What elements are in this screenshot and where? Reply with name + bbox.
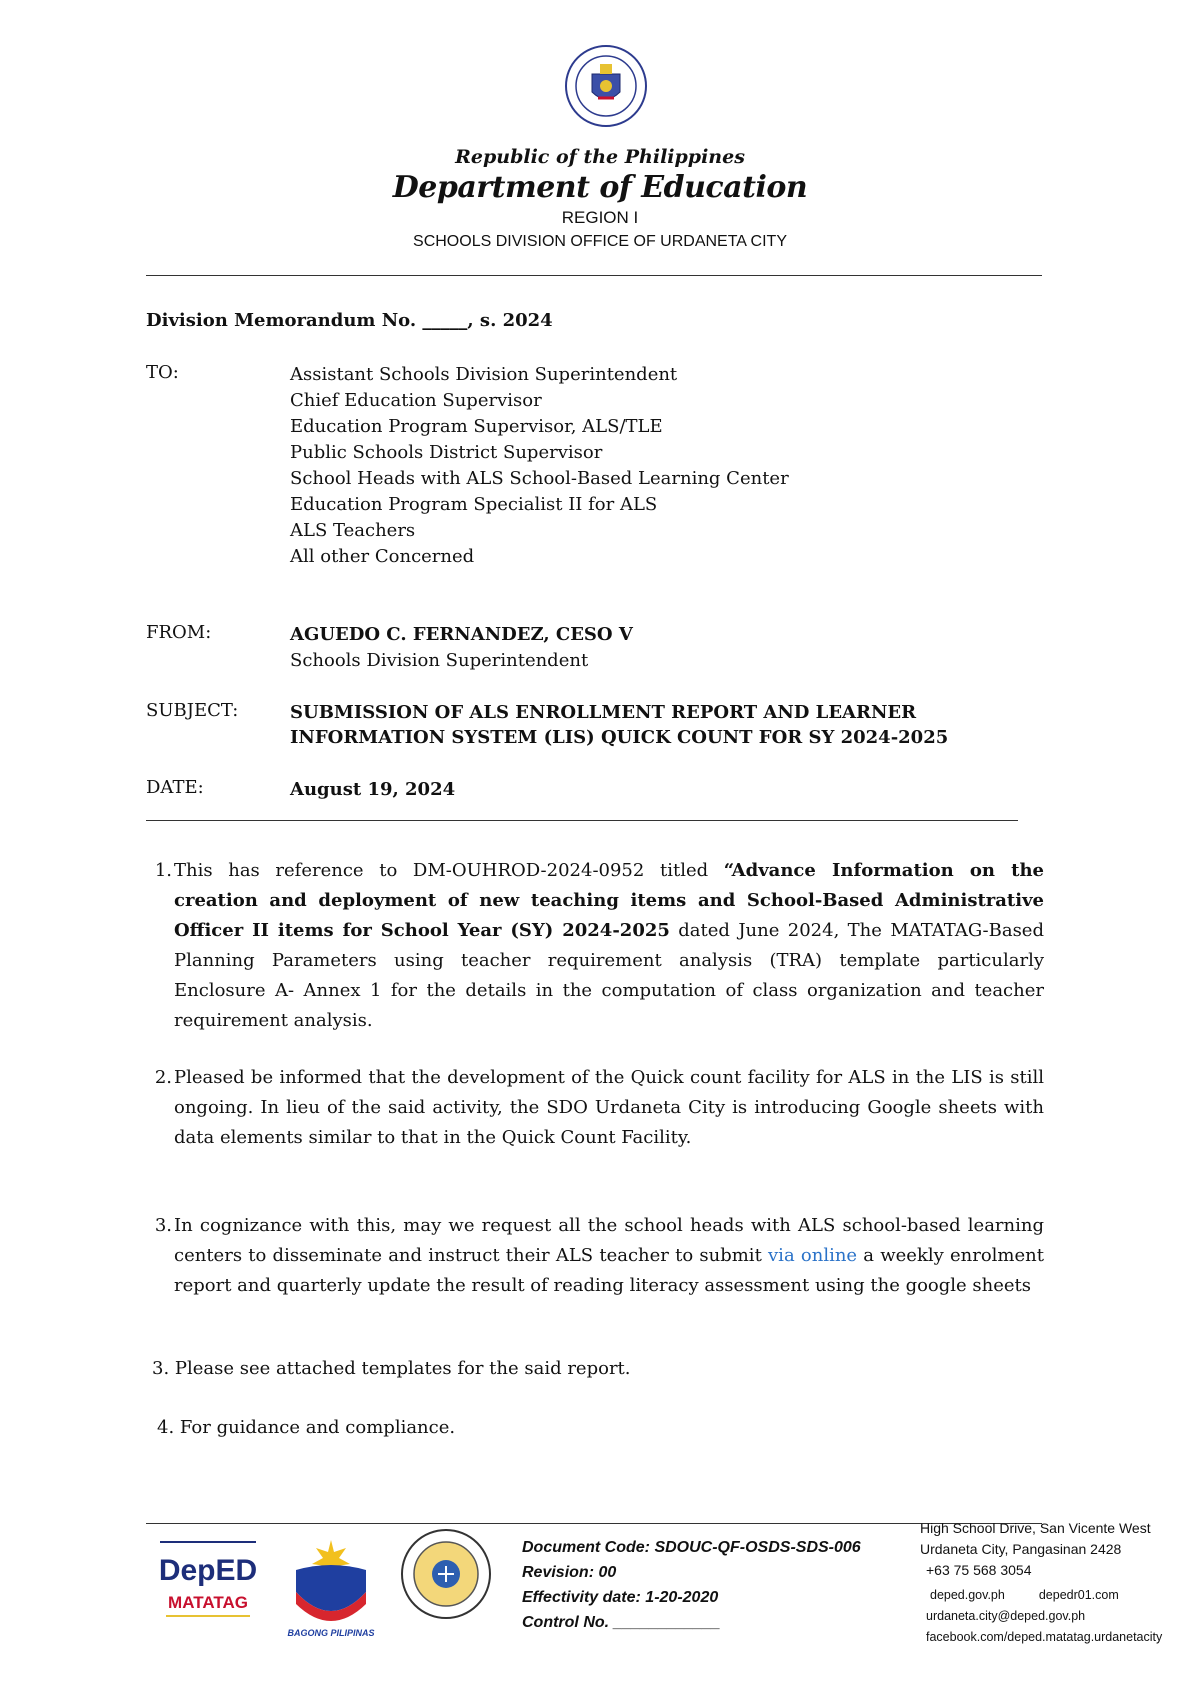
phone-number: +63 75 568 3054	[926, 1562, 1032, 1578]
control-number: Control No. ____________	[522, 1614, 721, 1631]
memo-divider	[146, 820, 1018, 821]
paragraph-number: 3.	[154, 1215, 172, 1236]
website-link[interactable]: deped.gov.ph	[930, 1588, 1005, 1602]
revision: Revision: 00	[522, 1564, 617, 1581]
document-code: Document Code: SDOUC-QF-OSDS-SDS-006	[522, 1539, 861, 1556]
recipient-item: School Heads with ALS School-Based Learning Center	[290, 468, 789, 489]
recipient-item: ALS Teachers	[290, 520, 416, 541]
paragraph-text: dated June 2024, The MATATAG-Based Planning Parameters using teacher requirement analysis (TRA) template particularly Enclosure A- Annex 1 for the details in the computation of class organization and teacher requirement analysis.	[174, 920, 1044, 1031]
sdo-urdaneta-seal	[400, 1528, 492, 1620]
facebook-link[interactable]: facebook.com/deped.matatag.urdanetacity	[926, 1630, 1163, 1644]
paragraph-1	[146, 856, 1044, 1036]
address-line: Urdaneta City, Pangasinan 2428	[920, 1541, 1122, 1557]
recipient-item: Public Schools District Supervisor	[290, 442, 603, 463]
date-label: DATE:	[146, 777, 204, 798]
from-name: AGUEDO C. FERNANDEZ, CESO V	[290, 624, 633, 645]
from-title: Schools Division Superintendent	[290, 650, 589, 671]
website-link[interactable]: depedr01.com	[1038, 1588, 1119, 1602]
recipient-item: Chief Education Supervisor	[290, 390, 542, 411]
via-online-link[interactable]: via online	[768, 1245, 858, 1266]
deped-logo-text: DepED	[158, 1554, 258, 1587]
region-heading: REGION I	[561, 208, 639, 227]
paragraph-text: This has reference to DM-OUHROD-2024-0952 titled	[174, 860, 724, 881]
recipient-item: Education Program Supervisor, ALS/TLE	[290, 416, 663, 437]
subject-label: SUBJECT:	[146, 700, 239, 721]
paragraph-text: a weekly enrolment report and quarterly update the result of reading literacy assessment using the google sheets	[174, 1245, 1044, 1296]
office-heading: SCHOOLS DIVISION OFFICE OF URDANETA CITY	[413, 233, 787, 250]
email-link[interactable]: urdaneta.city@deped.gov.ph	[926, 1609, 1086, 1623]
header-divider	[146, 275, 1042, 276]
contact-info	[920, 1518, 1162, 1648]
paragraph-bold-title: “Advance Information on the creation and deployment of new teaching items and School-Based Administrative Officer II items for School Year (SY) 2024-2025	[174, 860, 1044, 941]
recipient-item: All other Concerned	[290, 546, 475, 567]
memo-number: Division Memorandum No. _____, s. 2024	[146, 310, 553, 331]
subject-text	[290, 700, 1030, 750]
department-heading: Department of Education	[392, 170, 808, 205]
paragraph-2	[146, 1063, 1044, 1153]
address-line: High School Drive, San Vicente West	[920, 1520, 1151, 1536]
subject-line: INFORMATION SYSTEM (LIS) QUICK COUNT FOR SY 2024-2025	[290, 727, 949, 748]
recipient-item: Assistant Schools Division Superintendent	[290, 364, 678, 385]
matatag-logo-text: MATATAG	[168, 1593, 248, 1612]
footer-divider	[146, 1523, 1042, 1524]
deped-seal-logo	[564, 44, 648, 128]
deped-matatag-logo	[156, 1536, 260, 1626]
to-label: TO:	[146, 362, 179, 383]
document-control-info	[522, 1535, 861, 1635]
bagong-logo-text: BAGONG PILIPINAS	[287, 1628, 375, 1638]
paragraph-number: 1.	[154, 860, 172, 881]
paragraph-3	[146, 1211, 1044, 1301]
paragraph-4: 3. Please see attached templates for the said report.	[152, 1358, 631, 1379]
paragraph-5: 4. For guidance and compliance.	[157, 1417, 456, 1438]
paragraph-number: 2.	[154, 1067, 172, 1088]
date-value: August 19, 2024	[290, 779, 456, 800]
from-label: FROM:	[146, 622, 212, 643]
paragraph-text: Pleased be informed that the development of the Quick count facility for ALS in the LIS is still ongoing. In lieu of the said activity, the SDO Urdaneta City is introducing Google sheets with data elements similar to that in the Quick Count Facility.	[174, 1067, 1044, 1148]
republic-heading: Republic of the Philippines	[455, 146, 745, 168]
paragraph-text: In cognizance with this, may we request all the school heads with ALS school-based learning centers to disseminate and instruct their ALS teacher to submit	[174, 1215, 1044, 1266]
subject-line: SUBMISSION OF ALS ENROLLMENT REPORT AND LEARNER	[290, 702, 917, 723]
effectivity-date: Effectivity date: 1-20-2020	[522, 1589, 719, 1606]
bagong-pilipinas-logo	[282, 1530, 380, 1640]
recipient-item: Education Program Specialist II for ALS	[290, 494, 658, 515]
to-recipient-list	[290, 362, 789, 570]
